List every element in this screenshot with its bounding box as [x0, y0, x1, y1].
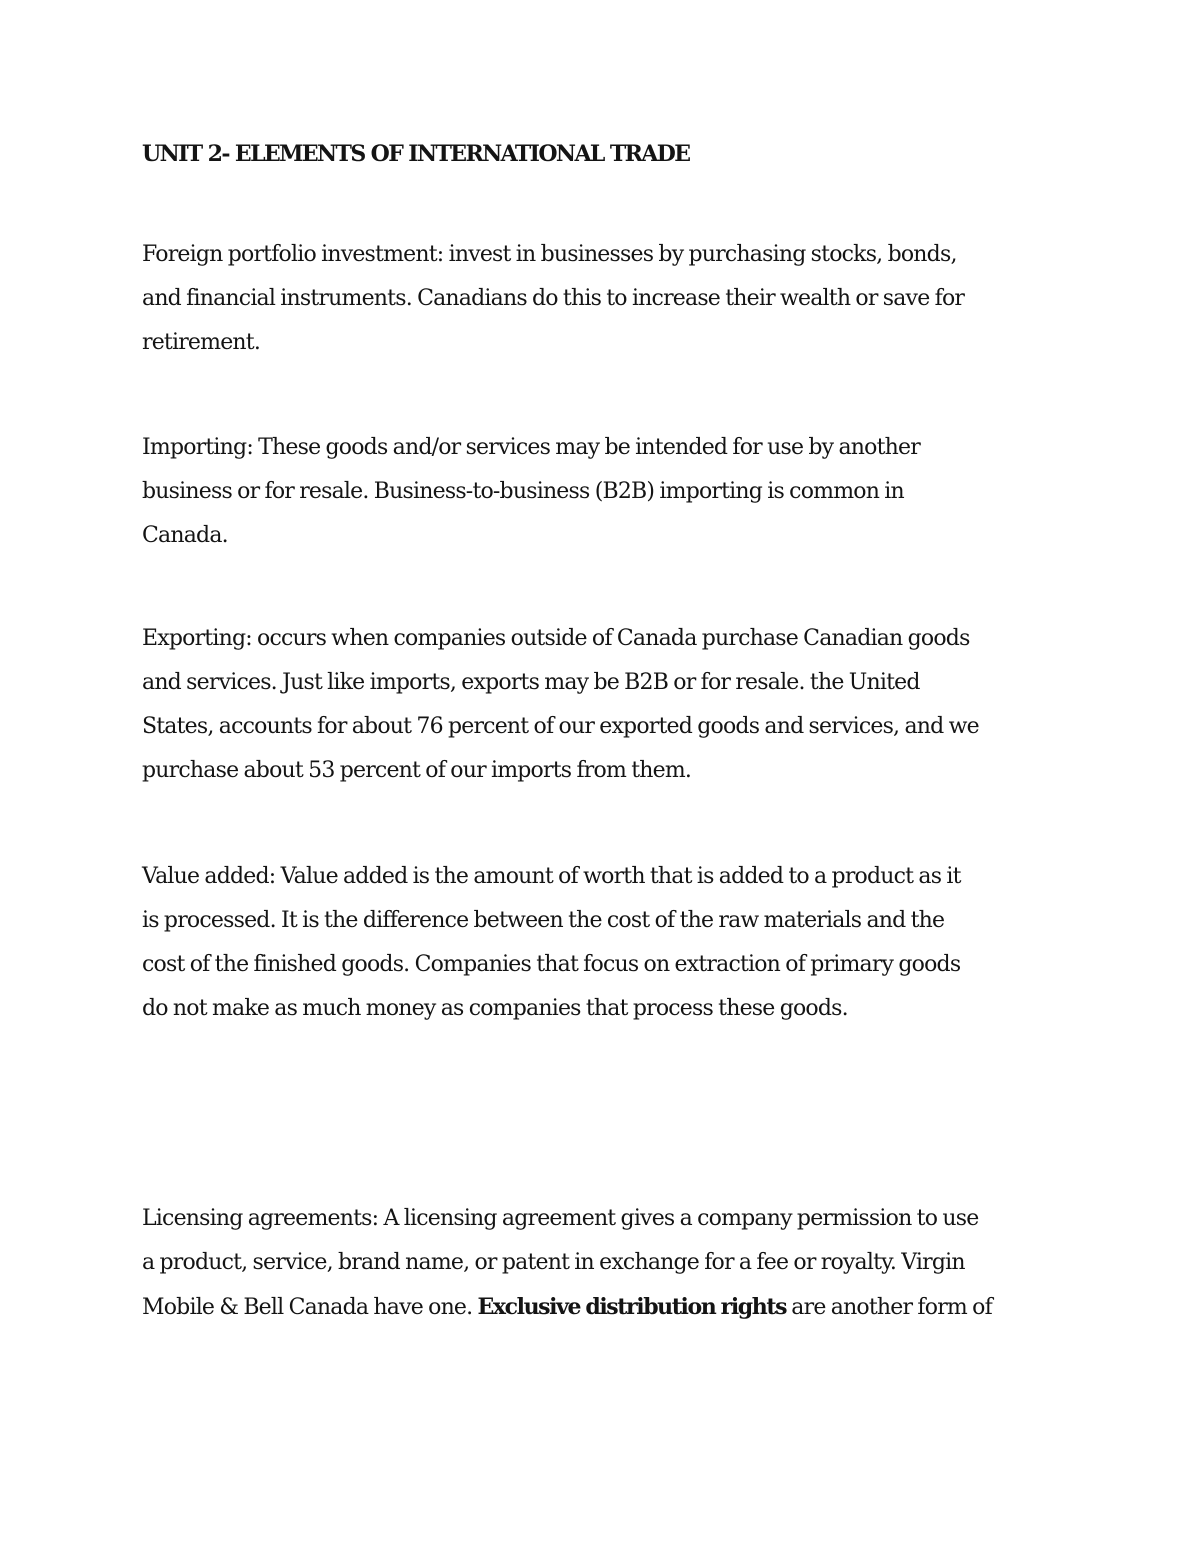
text-line: Canada. [142, 523, 228, 548]
paragraph-foreign-portfolio-investment [142, 233, 964, 365]
paragraph-exporting [142, 617, 979, 793]
text-line: Exporting: occurs when companies outside of Canada purchase Canadian goods [142, 626, 970, 651]
text-line: purchase about 53 percent of our imports from them. [142, 758, 692, 783]
text-line-mixed [142, 1285, 992, 1330]
paragraph-licensing-agreements [142, 1197, 992, 1330]
page-title: UNIT 2- ELEMENTS OF INTERNATIONAL TRADE [142, 141, 690, 167]
text-line: Foreign portfolio investment: invest in businesses by purchasing stocks, bonds, [142, 242, 957, 267]
text-run: Mobile & Bell Canada have one. [142, 1295, 478, 1320]
bold-term-exclusive-distribution-rights: Exclusive distribution rights [477, 1294, 787, 1320]
text-line: States, accounts for about 76 percent of our exported goods and services, and we [142, 714, 979, 739]
text-line: a product, service, brand name, or patent in exchange for a fee or royalty. Virgin [142, 1250, 965, 1275]
text-line: Licensing agreements: A licensing agreement gives a company permission to use [142, 1206, 979, 1231]
paragraph-value-added [142, 855, 961, 1031]
text-line: business or for resale. Business-to-business (B2B) importing is common in [142, 479, 904, 504]
text-line: and services. Just like imports, exports may be B2B or for resale. the United [142, 670, 920, 695]
text-line: Importing: These goods and/or services may be intended for use by another [142, 435, 920, 460]
text-line: is processed. It is the difference between the cost of the raw materials and the [142, 908, 945, 933]
paragraph-importing [142, 426, 920, 558]
text-line: cost of the finished goods. Companies that focus on extraction of primary goods [142, 952, 961, 977]
text-run: are another form of [786, 1295, 992, 1320]
text-line: and financial instruments. Canadians do this to increase their wealth or save for [142, 286, 965, 311]
text-line: do not make as much money as companies that process these goods. [142, 996, 848, 1021]
text-line: retirement. [142, 330, 261, 355]
text-line: Value added: Value added is the amount of worth that is added to a product as it [142, 864, 961, 889]
